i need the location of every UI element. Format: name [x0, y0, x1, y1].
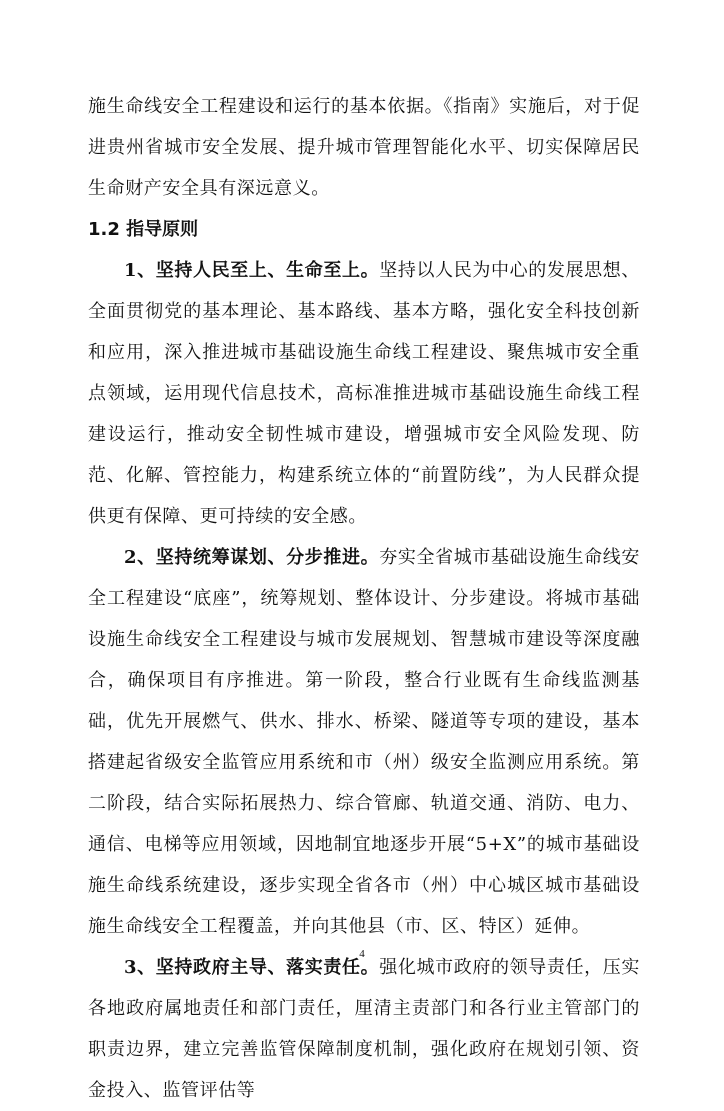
principle-title-2: 2、坚持统筹谋划、分步推进。 [124, 547, 380, 568]
principle-body-1: 坚持以人民为中心的发展思想、全面贯彻党的基本理论、基本路线、基本方略，强化安全科技创新和应用，深入推进城市基础设施生命线工程建设、聚焦城市安全重点领域，运用现代信息技术，高标准推进城市基础设施生命线工程建设运行，推动安全韧性城市建设，增强城市安全风险发现、防范、化解、管控能力，构建系统立体的“前置防线”，为人民群众提供更有保障、更可持续的安全感。 [88, 260, 640, 527]
section-heading: 1.2 指导原则 [88, 219, 199, 240]
principle-paragraph-1 [88, 250, 640, 537]
principle-title-1: 1、坚持人民至上、生命至上。 [124, 260, 380, 281]
principle-title-3: 3、坚持政府主导、落实责任。 [124, 957, 380, 978]
intro-paragraph: 施生命线安全工程建设和运行的基本依据。《指南》实施后，对于促进贵州省城市安全发展、提升城市管理智能化水平、切实保障居民生命财产安全具有深远意义。 [88, 96, 640, 199]
principle-body-2: 夯实全省城市基础设施生命线安全工程建设“底座”，统筹规划、整体设计、分步建设。将城市基础设施生命线安全工程建设与城市发展规划、智慧城市建设等深度融合，确保项目有序推进。第一阶段，整合行业既有生命线监测基础，优先开展燃气、供水、排水、桥梁、隧道等专项的建设，基本搭建起省级安全监管应用系统和市（州）级安全监测应用系统。第二阶段，结合实际拓展热力、综合管廊、轨道交通、消防、电力、通信、电梯等应用领域，因地制宜地逐步开展“5+X”的城市基础设施生命线系统建设，逐步实现全省各市（州）中心城区城市基础设施生命线安全工程覆盖，并向其他县（市、区、特区）延伸。 [88, 547, 640, 937]
principle-paragraph-2 [88, 537, 640, 947]
principle-body-3: 强化城市政府的领导责任，压实各地政府属地责任和部门责任，厘清主责部门和各行业主管部门的职责边界，建立完善监管保障制度机制，强化政府在规划引领、资金投入、监管评估等 [88, 957, 640, 1101]
principle-paragraph-3 [88, 947, 640, 1111]
page-number: 4 [359, 948, 365, 960]
